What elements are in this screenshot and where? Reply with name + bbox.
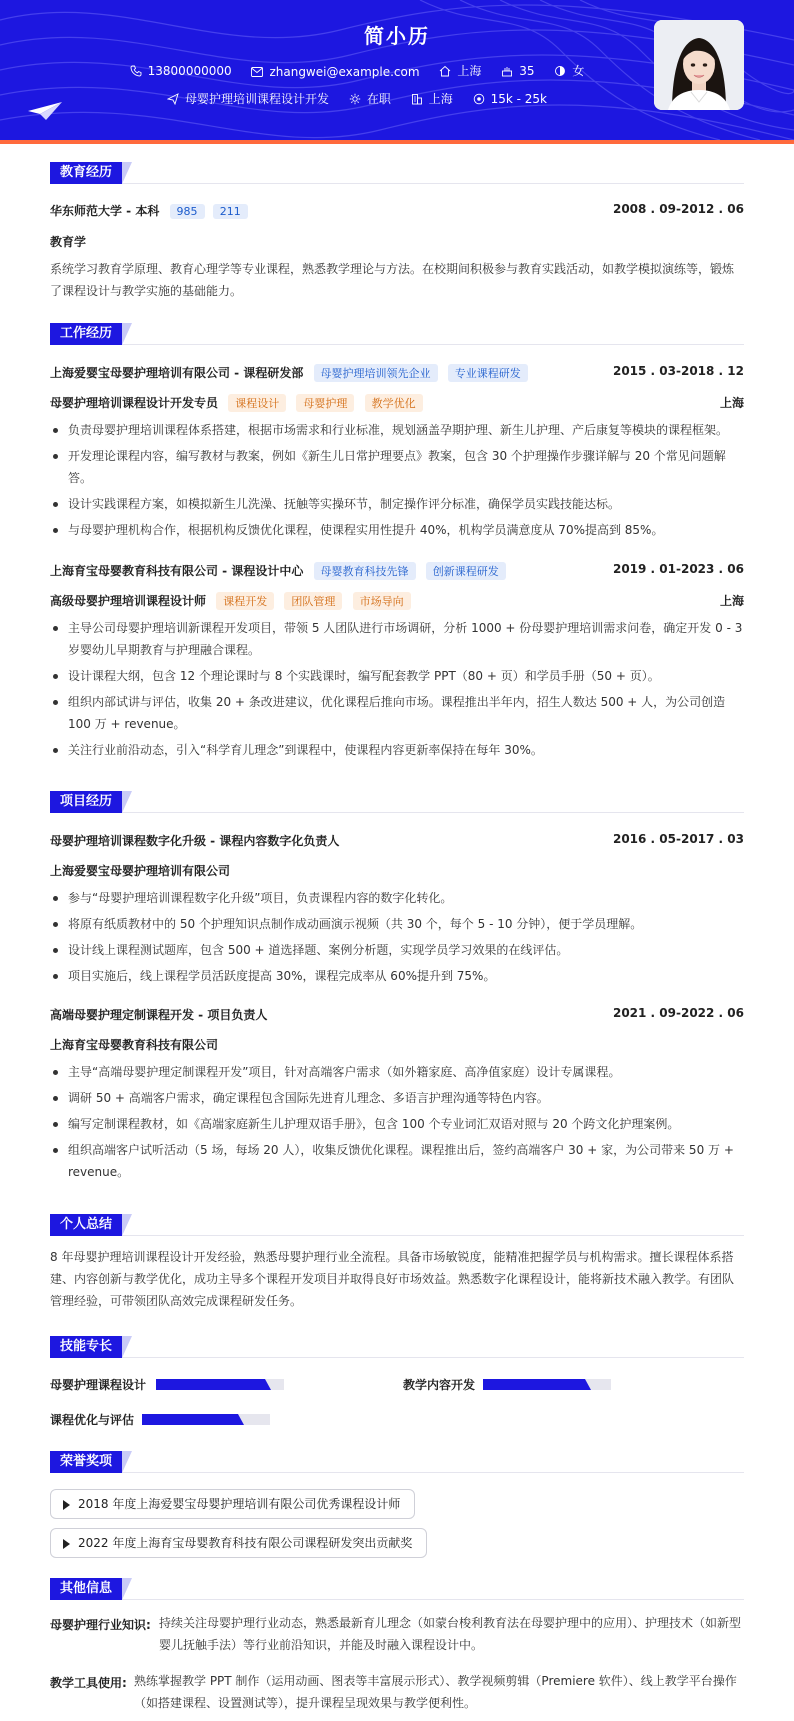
age-item (501, 64, 534, 78)
salary-item (473, 92, 547, 106)
school-tag: 211 (213, 204, 248, 219)
position-tag: 市场导向 (353, 592, 411, 610)
mail-icon (251, 67, 263, 77)
project-header-row (50, 1006, 744, 1023)
job-company: 上海育宝母婴教育科技有限公司 - 课程设计中心 (50, 564, 304, 578)
skills-section (50, 1336, 744, 1426)
summary-text: 8 年母婴护理培训课程设计开发经验，熟悉母婴护理行业全流程。具备市场敏锐度，能精准把握学员与机构需求。擅长课程体系搭建、内容创新与教学优化，成功主导多个课程开发项目并取得良好市场效益。熟悉数字化课程设计，能将新技术融入教学。有团队管理经验，可带领团队高效完成课程研发任务。 (50, 1250, 735, 1308)
position-tag: 课程开发 (216, 592, 274, 610)
work-city-item (411, 90, 453, 107)
award-item (50, 1528, 427, 1558)
job-position: 母婴护理培训课程设计开发专员 (50, 396, 219, 410)
job-info-row (0, 90, 754, 108)
job-position-row (50, 592, 744, 610)
job-bullet: 设计课程大纲，包含 12 个理论课时与 8 个实践课时，编写配套教学 PPT（80 + 页）和学员手册（50 + 页）。 (50, 665, 744, 687)
education-title: 教育经历 (50, 162, 122, 184)
building-icon (411, 93, 423, 105)
skill-name: 教学内容开发 (403, 1378, 476, 1392)
project-company: 上海爱婴宝母婴护理培训有限公司 (50, 864, 231, 878)
project-bullet: 组织高端客户试听活动（5 场，每场 20 人），收集反馈优化课程。课程推出后，签约高端客户 30 + 家，为公司带来 50 万 + revenue。 (50, 1139, 744, 1183)
job-position: 高级母婴护理培训课程设计师 (50, 594, 207, 608)
job-bullet: 组织内部试讲与评估，收集 20 + 条改进建议，优化课程后推向市场。课程推出半年内，招生人数达 500 + 人，为公司创造 100 万 + revenue。 (50, 691, 744, 735)
triangle-right-icon (63, 1539, 70, 1549)
position-tag: 团队管理 (284, 592, 342, 610)
email-text: zhangwei@example.com (269, 64, 420, 79)
header-accent-bar (0, 140, 794, 144)
awards-title: 荣誉奖项 (50, 1451, 122, 1473)
skill-bar-fill (483, 1379, 585, 1390)
job-location: 上海 (719, 396, 744, 410)
city-text: 上海 (457, 64, 482, 78)
education-date: 2008 . 09-2012 . 06 (612, 202, 744, 216)
project-bullets (50, 887, 744, 991)
company-tag: 母婴护理培训领先企业 (314, 364, 438, 382)
status-icon (349, 93, 361, 105)
job-bullet: 设计实践课程方案，如模拟新生儿洗澡、抚触等实操环节，制定操作评分标准，确保学员实践技能达标。 (50, 493, 744, 515)
project-bullet: 设计线上课程测试题库，包含 500 + 道选择题、案例分析题，实现学员学习效果的在线评估。 (50, 939, 744, 961)
major-name: 教育学 (50, 235, 87, 249)
project-bullet: 主导“高端母婴护理定制课程开发”项目，针对高端客户需求（如外籍家庭、高净值家庭）设计专属课程。 (50, 1061, 744, 1083)
skill-bar (142, 1414, 270, 1425)
gender-text: 女 (572, 64, 585, 78)
job-bullet: 负责母婴护理培训课程体系搭建，根据市场需求和行业标准，规划涵盖孕期护理、新生儿护理、产后康复等模块的课程框架。 (50, 419, 744, 441)
education-section (50, 162, 744, 298)
phone-text: 13800000000 (147, 63, 232, 78)
project-company: 上海育宝母婴教育科技有限公司 (50, 1038, 219, 1052)
company-tag: 创新课程研发 (426, 562, 506, 580)
other-title-bar (50, 1578, 744, 1600)
project-bullet: 项目实施后，线上课程学员活跃度提高 30%，课程完成率从 60%提升到 75%。 (50, 965, 744, 987)
project-bullet: 参与“母婴护理培训课程数字化升级”项目，负责课程内容的数字化转化。 (50, 887, 744, 909)
home-icon (439, 65, 451, 77)
profile-photo (654, 20, 744, 110)
work-city-text: 上海 (428, 92, 453, 106)
education-title-bar (50, 162, 744, 184)
other-text: 熟练掌握教学 PPT 制作（运用动画、图表等丰富展示形式）、教学视频剪辑（Premiere 软件）、线上教学平台操作（如搭建课程、设置测试等），提升课程呈现效果与教学便利性。 (134, 1674, 737, 1710)
project-name: 高端母婴护理定制课程开发 - 项目负责人 (50, 1008, 268, 1022)
job-company-row (50, 562, 744, 580)
skill-bar-fill (156, 1379, 265, 1390)
salary-icon (473, 93, 485, 105)
send-icon (167, 93, 179, 105)
age-text: 35 (519, 63, 535, 78)
status-text: 在职 (366, 92, 391, 106)
skill-bar (156, 1379, 284, 1390)
education-header-row (50, 202, 744, 219)
job-date: 2019 . 01-2023 . 06 (612, 562, 744, 576)
other-text: 持续关注母婴护理行业动态，熟悉最新育儿理念（如蒙台梭利教育法在母婴护理中的应用）、护理技术（如新型婴儿抚触手法）等行业前沿知识，并能及时融入课程设计中。 (159, 1616, 742, 1652)
cake-icon (501, 65, 513, 77)
contact-info-row (0, 62, 754, 80)
job-location: 上海 (719, 594, 744, 608)
other-section (50, 1578, 744, 1718)
award-text: 2022 年度上海育宝母婴教育科技有限公司课程研发突出贡献奖 (78, 1536, 413, 1550)
company-tag: 母婴教育科技先锋 (314, 562, 416, 580)
job-bullet: 主导公司母婴护理培训新课程开发项目，带领 5 人团队进行市场调研，分析 1000 + 份母婴护理培训需求问卷，确定开发 0 - 3 岁婴幼儿早期教育与护理融合课程。 (50, 617, 744, 661)
position-tag: 课程设计 (228, 394, 286, 412)
other-label: 教学工具使用: (50, 1676, 127, 1690)
skill-bar (483, 1379, 611, 1390)
skill-name: 课程优化与评估 (50, 1413, 135, 1427)
job-bullet: 关注行业前沿动态，引入“科学育儿理念”到课程中，使课程内容更新率保持在每年 30%。 (50, 739, 744, 761)
gender-item (554, 62, 584, 79)
skill-name: 母婴护理课程设计 (50, 1378, 147, 1392)
project-bullets (50, 1061, 744, 1187)
project-date: 2021 . 09-2022 . 06 (612, 1006, 744, 1020)
phone-icon (130, 65, 142, 77)
job-position-row (50, 394, 744, 412)
resume-header (0, 0, 794, 144)
job-bullet: 开发理论课程内容，编写教材与教案，例如《新生儿日常护理要点》教案，包含 30 个护理操作步骤详解与 20 个常见问题解答。 (50, 445, 744, 489)
job-bullets (50, 617, 744, 765)
projects-title: 项目经历 (50, 791, 122, 813)
position-tag: 教学优化 (365, 394, 423, 412)
candidate-name: 简小历 (364, 24, 430, 48)
work-title: 工作经历 (50, 323, 122, 345)
summary-title-bar (50, 1214, 744, 1236)
city-item (439, 62, 481, 79)
phone-item (130, 64, 232, 78)
school-tag: 985 (170, 204, 205, 219)
school-name: 华东师范大学 - 本科 (50, 204, 160, 218)
skill-bar-fill (142, 1414, 238, 1425)
awards-title-bar (50, 1451, 744, 1473)
portrait-image (654, 20, 744, 110)
project-bullet: 将原有纸质教材中的 50 个护理知识点制作成动画演示视频（共 30 个，每个 5 - 10 分钟），便于学员理解。 (50, 913, 744, 935)
awards-section (50, 1451, 744, 1561)
projects-title-bar (50, 791, 744, 813)
skills-title: 技能专长 (50, 1336, 122, 1358)
job-company-row (50, 364, 744, 382)
company-tag: 专业课程研发 (448, 364, 528, 382)
job-bullets (50, 419, 744, 545)
project-date: 2016 . 05-2017 . 03 (612, 832, 744, 846)
email-item (251, 65, 419, 79)
project-bullet: 调研 50 + 高端客户需求，确定课程包含国际先进育儿理念、多语言护理沟通等特色内容。 (50, 1087, 744, 1109)
project-header-row (50, 832, 744, 849)
job-company: 上海爱婴宝母婴护理培训有限公司 - 课程研发部 (50, 366, 304, 380)
summary-title: 个人总结 (50, 1214, 122, 1236)
project-name: 母婴护理培训课程数字化升级 - 课程内容数字化负责人 (50, 834, 340, 848)
skills-title-bar (50, 1336, 744, 1358)
gender-icon (554, 65, 566, 77)
triangle-right-icon (63, 1500, 70, 1510)
status-item (349, 90, 391, 107)
summary-section (50, 1214, 744, 1324)
other-title: 其他信息 (50, 1578, 122, 1600)
projects-section (50, 791, 744, 1191)
job-title-item (167, 90, 329, 107)
job-bullet: 与母婴护理机构合作，根据机构反馈优化课程，使课程实用性提升 40%，机构学员满意度从 70%提高到 85%。 (50, 519, 744, 541)
job-title-text: 母婴护理培训课程设计开发 (185, 92, 330, 106)
education-description: 系统学习教育学原理、教育心理学等专业课程，熟悉教学理论与方法。在校期间积极参与教育实践活动，如教学模拟演练等，锻炼了课程设计与教学实施的基础能力。 (50, 262, 735, 298)
award-item (50, 1489, 415, 1519)
work-title-bar (50, 323, 744, 345)
salary-text: 15k - 25k (490, 91, 547, 106)
award-text: 2018 年度上海爱婴宝母婴护理培训有限公司优秀课程设计师 (78, 1497, 401, 1511)
project-bullet: 编写定制课程教材，如《高端家庭新生儿护理双语手册》，包含 100 个专业词汇双语对照与 20 个跨文化护理案例。 (50, 1113, 744, 1135)
job-date: 2015 . 03-2018 . 12 (612, 364, 744, 378)
work-section (50, 323, 744, 763)
position-tag: 母婴护理 (296, 394, 354, 412)
other-label: 母婴护理行业知识: (50, 1618, 151, 1632)
